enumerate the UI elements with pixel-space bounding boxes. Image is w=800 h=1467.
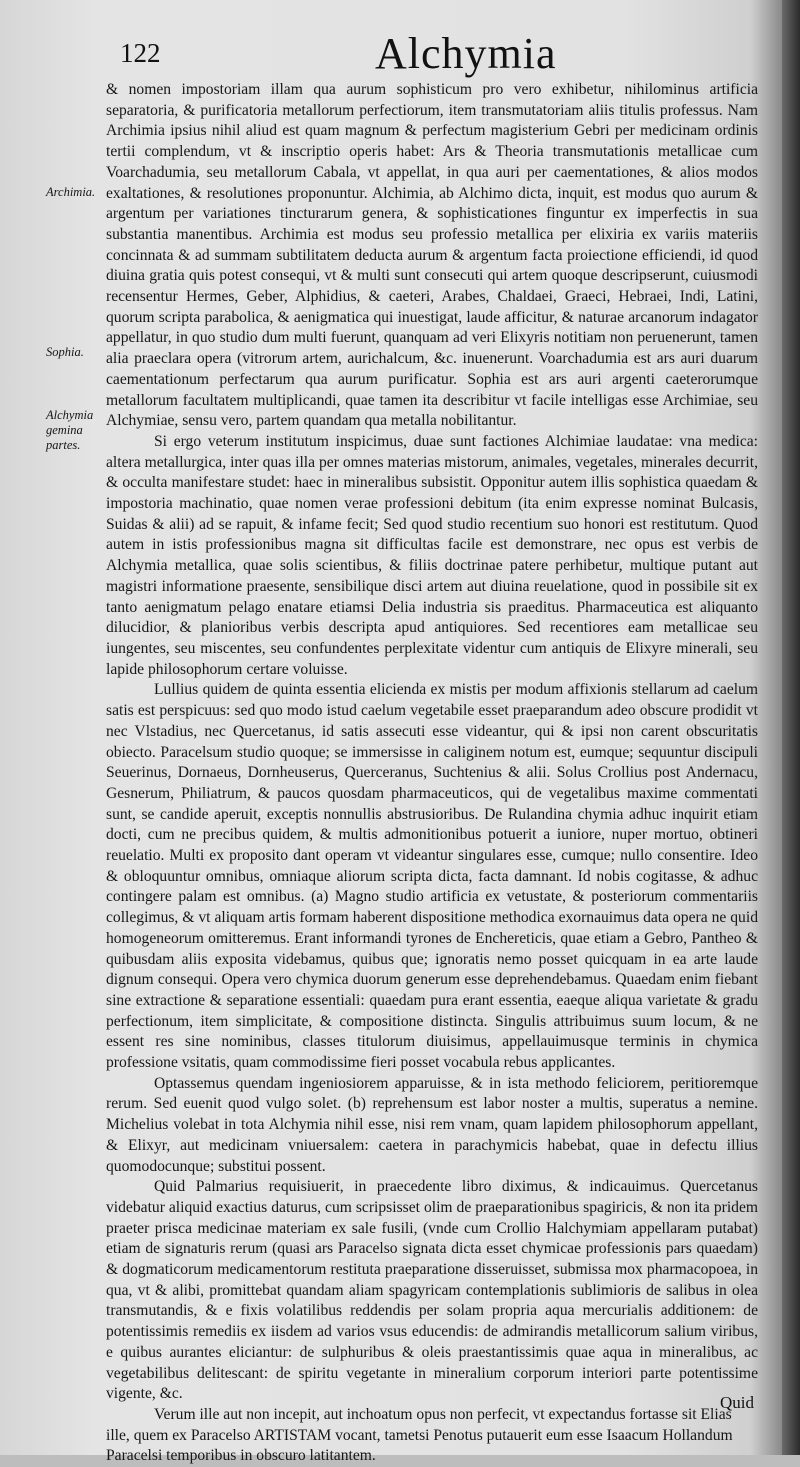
page-edge-shadow	[782, 0, 800, 1455]
text-block	[106, 80, 758, 1467]
marginal-note: Sophia.	[46, 345, 84, 359]
running-title: Alchymia	[375, 29, 557, 78]
paragraph: Lullius quidem de quinta essentia elicienda ex mistis per modum affixionis stellarum ad caelum satis est perspicuus: sed quo modo istud caelum vegetabile esset praeparandum adeo obscure prodidit vt nec Vlstadius, nec Quercetanus, id satis assecuti esse videantur, qui & ipsi non carent obscuritatis obiecto. Paracelsum studio quoque; se immersisse in caliginem notum est, eumque; sequuntur discipuli Seuerinus, Dornaeus, Dornheuserus, Querceranus, Suchtenius & alii. Solus Crollius post Andernacu, Gesnerum, Philiatrum, & paucos quosdam pharmaceuticos, qui de vegetalibus maxime commentati sunt, se candide aperuit, exceptis nonnullis abstrusioribus. De Rulandina chymia adhuc inquirit etiam docti, cum ne precibus quidem, & multis admonitionibus potuerit a iuniore, nuper mortuo, obtineri reuelatio. Multi ex proposito dant operam vt videantur singulares esse, cumque; nullo consentire. Ideo & obloquuntur omnibus, omniaque aliorum scripta dicta, facta damnant. Id nobis cogitasse, & adhuc contingere palam est omnibus. (a) Magno studio artificia ex vetustate, & posteriorum commentariis collegimus, & vt aliquam artis formam haberent dispositione methodica exornauimus data opera ne quid homogeneorum omitteremus. Erant informandi tyrones de Enchereticis, quae etiam a Gebro, Pantheo & quibusdam aliis exposita videbamus, quibus que; ignoratis nemo posset quicquam in ea arte laude dignum consequi. Opera vero chymica duorum generum esse deprehendebamus. Quaedam enim fiebant sine extractione & separatione essentiali: quaedam pura erant essentia, eaeque aliqua varietate & gradu perfectionum, item simplicitate, & compositione distincta. Singulis attribuimus suum locum, & ne essent res sine nominibus, classes titulorum diuisimus, appellauimusque terminis in chymica professione vsitatis, quam commodissime fieri posset vocabula rebus applicantes.	[106, 681, 758, 1072]
page-header	[120, 28, 742, 78]
paragraph: Verum ille aut non incepit, aut inchoatum opus non perfecit, vt expectandus fortasse sit Elias ille, quem ex Paracelso ARTISTAM vocant, tametsi Penotus putauerit eum esse Isaacum Hollandum Paracelsi temporibus in obscuro latitantem.	[106, 1406, 733, 1465]
paragraph: Optassemus quendam ingeniosiorem apparuisse, & in ista methodo feliciorem, peritioremque rerum. Sed euenit quod vulgo solet. (b) reprehensum est labor noster a multis, superatus a nemine. Michelius volebat in tota Alchymia nihil esse, nisi rem vnam, quam lapidem philosophorum appellant, & Elixyr, aut medicinam vniuersalem: caetera in parachymicis habebat, quae in defectu illius quomodocunque; substitui possent.	[106, 1074, 758, 1175]
paragraph: & nomen impostoriam illam qua aurum sophisticum pro vero exhibetur, nihilominus artificia separatoria, & purificatoria metallorum perfectiorum, item transmutatoriam aliis titulis professus. Nam Archimia ipsius nihil aliud est quam magnum & perfectum magisterium Gebri per medicinam ordinis tertii complendum, vt & inscriptio operis habet: Ars & Theoria transmutationis metallicae cum Voarchadumia, seu metallorum Cabala, vt appellat, in qua auri per caementationes, & alios modos exaltationes, & resolutiones proponuntur. Alchimia, ab Alchimo dicta, inquit, est modus quo aurum & argentum per variationes tincturarum genera, & sophisticationes finguntur ex imperfectis in sua substantia manentibus. Archimia est modus seu professio metallica per elixiria ex variis materiis concinnata & ad summam subtilitatem deducta aurum & argentum facta proiectione efficiendi, id quod diuina gratia quis potest consequi, vt & multi sunt consecuti qui artem quoque descripserunt, cuiusmodi recensentur Hermes, Geber, Alphidius, & caeteri, Arabes, Chaldaei, Graeci, Hebraei, Indi, Latini, quorum scripta parabolica, & aenigmatica qui inuestigat, laude afficitur, & naturae arcanorum indagator appellatur, in quo studio dum multi fuerunt, quanquam ad veri Elixyris notitiam non peruenerunt, tamen alia praeclara opera (vitrorum artem, aurichalcum, &c. inuenerunt. Voarchadumia est ars auri duarum caementationum perfectarum qua aurum purificatur. Sophia est ars auri argenti caeterorumque metallorum facultatem multiplicandi, quae tamen ita describitur vt facile intelligas esse Archimiae, seu Alchymiae, sensu vero, partem quandam qua metalla nobilitantur.	[106, 81, 758, 430]
paragraph: Si ergo veterum institutum inspicimus, duae sunt factiones Alchimiae laudatae: vna medica: altera metallurgica, inter quas illa per omnes materias mistorum, animales, vegetales, minerales decurrit, & occulta manifestare studet: haec in mineralibus subsistit. Opponitur autem illis sophistica quaedam & impostoria machinatio, quae nomen verae professioni debitum (ita enim expresse nominat Bulcasis, Suidas & alii) ad se rapuit, & infame fecit; Sed quod studio recentium suo honori est restitutum. Quod autem in istis professionibus magna sit difficultas facile est demonstrare, nec opus est verbis de Alchymia metallica, quae solis scientibus, & filiis doctrinae patere perhibetur, multique putant aut magistri informatione praesente, sensibilique disci artem aut diuina reuelatione, quod in possibile sit ex tanto aenigmatum pelago enatare etiamsi Delia industria sis praeditus. Pharmaceutica est aliquanto dilucidior, & planioribus verbis descripta apud antiquiores. Sed recentiores eam metallicae seu iungentes, seu miscentes, seu confundentes perplexitate videntur cum antiquis de Elixyre minerali, seu lapide philosophorum certare voluisse.	[106, 432, 758, 678]
marginal-note: Archimia.	[46, 185, 96, 199]
page-number: 122	[120, 38, 161, 68]
catchword: Quid	[720, 1393, 754, 1412]
paragraph: Quid Palmarius requisiuerit, in praecedente libro diximus, & indicauimus. Quercetanus videbatur aliquid exactius daturus, cum scripsisset olim de praeparationibus spagiricis, & non ita pridem praeter prisca medicinae materiam ex sale fusili, (vnde cum Crollio Halchymiam appellaram putabat) etiam de signaturis rerum (quasi ars Paracelso signata dicta esset chymicae professionis pars quaedam) & dogmaticorum medicamentorum restituta praeparatione disseruisset, submissa mox pharmacopoea, in qua, vt & alibi, promittebat quandam aliam spagyricam contemplationis sublimioris de salibus in olea transmutandis, & e fixis volatilibus reddendis per solam propria aqua mercurialis additionem: de potentissimis remediis ex iisdem ad varios vsus educendis: de admirandis metallicorum salium viribus, e quibus aurantes eliciantur: de sulphuribus & oleis praestantissimis quae aqua in mineralibus, ac vegetabilibus delitescant: de spiritu vegetante in mineralium corporum interiori parte potentissime vigente, &c.	[106, 1178, 758, 1403]
marginal-note: Alchymia gemina partes.	[46, 408, 94, 452]
